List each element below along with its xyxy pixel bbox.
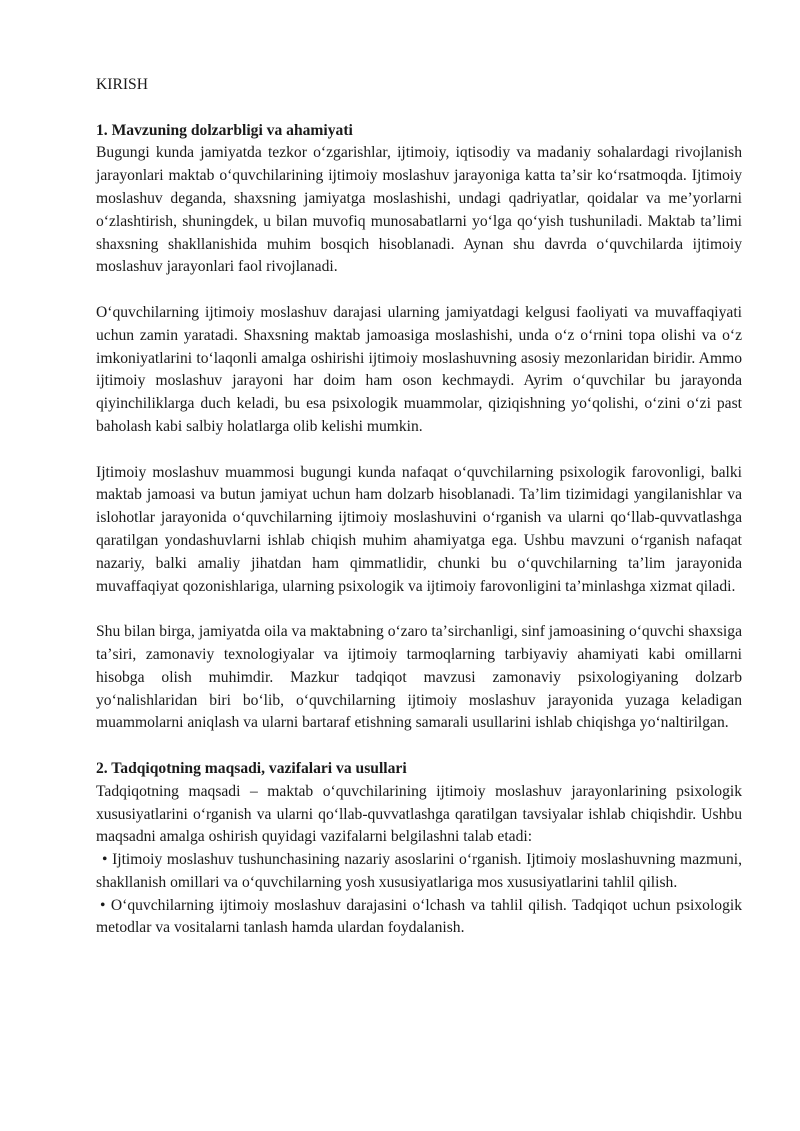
- blank-line: [96, 598, 742, 621]
- blank-line: [96, 97, 742, 120]
- blank-line: [96, 735, 742, 758]
- section2-paragraph: Tadqiqotning maqsadi – maktab oʻquvchilarining ijtimoiy moslashuv jarayonlarining psixologik xususiyatlarini oʻrganish va ularni qoʻllab-quvvatlashga qaratilgan tavsiyalar ishlab chiqishdir. Ushbu maqsadni amalga oshirish quyidagi vazifalarni belgilashni talab etadi:: [96, 782, 742, 846]
- blank-line: [96, 439, 742, 462]
- intro-title: KIRISH: [96, 76, 148, 93]
- section1-heading: 1. Mavzuning dolzarbligi va ahamiyati: [96, 121, 353, 139]
- section2-heading: 2. Tadqiqotning maqsadi, vazifalari va usullari: [96, 759, 407, 777]
- blank-line: [96, 279, 742, 302]
- section1-paragraph-2: Oʻquvchilarning ijtimoiy moslashuv darajasi ularning jamiyatdagi kelgusi faoliyati va muvaffaqiyati uchun zamin yaratadi. Shaxsning maktab jamoasiga moslashishi, unda oʻz oʻrnini topa olishi va oʻz imkoniyatlarini toʻlaqonli amalga oshirishi ijtimoiy moslashuvning asosiy mezonlaridan biridir. Ammo ijtimoiy moslashuv jarayoni har doim ham oson kechmaydi. Ayrim oʻquvchilar bu jarayonda qiyinchiliklarga duch keladi, bu esa psixologik muammolar, qiziqishning yoʻqolishi, oʻzini oʻzi past baholash kabi salbiy holatlarga olib kelishi mumkin.: [96, 303, 742, 435]
- section1-paragraph-4: Shu bilan birga, jamiyatda oila va maktabning oʻzaro taʼsirchanligi, sinf jamoasining oʻquvchi shaxsiga taʼsiri, zamonaviy texnologiyalar va ijtimoiy tarmoqlarning tarbiyaviy ahamiyati kabi omillarni hisobga olish muhimdir. Mazkur tadqiqot mavzusi zamonaviy psixologiyaning dolzarb yoʻnalishlaridan biri boʻlib, oʻquvchilarning ijtimoiy moslashuv jarayonida yuzaga keladigan muammolarni aniqlash va ularni bartaraf etishning samarali usullarini ishlab chiqishga yoʻnaltirilgan.: [96, 623, 742, 732]
- bullet-item-2: • Oʻquvchilarning ijtimoiy moslashuv darajasini oʻlchash va tahlil qilish. Tadqiqot uchun psixologik metodlar va vositalarni tanlash hamda ulardan foydalanish.: [96, 896, 742, 937]
- section1-paragraph-3: Ijtimoiy moslashuv muammosi bugungi kunda nafaqat oʻquvchilarning psixologik farovonligi, balki maktab jamoasi va butun jamiyat uchun ham dolzarb hisoblanadi. Taʼlim tizimidagi yangilanishlar va islohotlar jarayonida oʻquvchilarning ijtimoiy moslashuvini oʻrganish va ularni qoʻllab-quvvatlashga qaratilgan yondashuvlarni ishlab chiqish muhim ahamiyatga ega. Ushbu mavzuni oʻrganish nafaqat nazariy, balki amaliy jihatdan ham qimmatlidir, chunki bu oʻquvchilarning taʼlim jarayonida muvaffaqiyat qozonishlariga, ularning psixologik va ijtimoiy farovonligini taʼminlashga xizmat qiladi.: [96, 463, 742, 595]
- section1-paragraph-1: Bugungi kunda jamiyatda tezkor oʻzgarishlar, ijtimoiy, iqtisodiy va madaniy sohalardagi rivojlanish jarayonlari maktab oʻquvchilarining ijtimoiy moslashuv jarayoniga katta taʼsir koʻrsatmoqda. Ijtimoiy moslashuv deganda, shaxsning jamiyatga moslashishi, undagi qadriyatlar, qoidalar va meʼyorlarni oʻzlashtirish, shuningdek, u bilan muvofiq munosabatlarni yoʻlga qoʻyish tushuniladi. Maktab taʼlimi shaxsning shakllanishida muhim bosqich hisoblanadi. Aynan shu davrda oʻquvchilarda ijtimoiy moslashuv jarayonlari faol rivojlanadi.: [96, 144, 742, 276]
- document-body: [96, 74, 742, 940]
- bullet-item-1: • Ijtimoiy moslashuv tushunchasining nazariy asoslarini oʻrganish. Ijtimoiy moslashuvning mazmuni, shakllanish omillari va oʻquvchilarning yosh xususiyatlariga mos xususiyatlarini tahlil qilish.: [96, 851, 742, 891]
